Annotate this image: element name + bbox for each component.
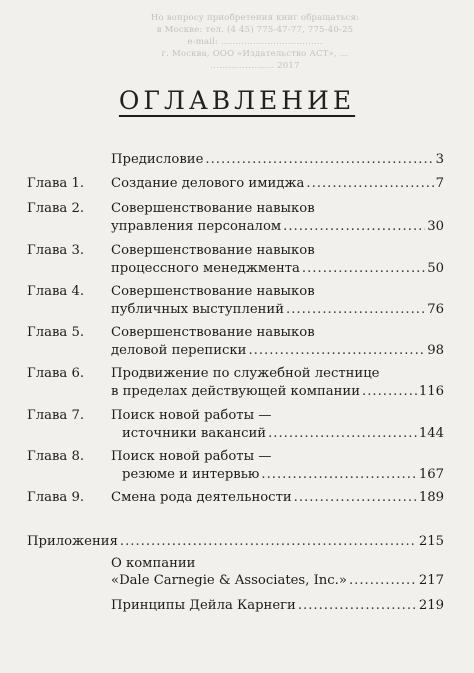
- toc-entry-title: Смена рода деятельности: [111, 490, 292, 505]
- toc-page-number: 7: [435, 176, 444, 191]
- dot-leader: [302, 261, 425, 276]
- toc-line: [111, 598, 444, 613]
- chapter-number: Глава 1.: [27, 176, 85, 191]
- toc-line: [122, 426, 444, 441]
- dot-leader: [261, 467, 416, 482]
- chapter-number: Глава 7.: [27, 408, 85, 423]
- toc-entry-title: Поиск новой работы —: [111, 449, 272, 464]
- chapter-number: Глава 4.: [27, 284, 85, 299]
- toc-entry-title-cont: процессного менеджмента: [111, 261, 300, 276]
- bleed-line: Но вопросу приобретения книг обращаться:: [150, 13, 360, 23]
- toc-line: [111, 152, 444, 167]
- toc-page-number: 167: [418, 467, 444, 482]
- dot-leader: [268, 426, 417, 441]
- toc-line: [111, 176, 444, 191]
- toc-page-number: 76: [427, 302, 444, 317]
- toc-line: [111, 490, 444, 505]
- dot-leader: [362, 384, 417, 399]
- toc-line: [111, 261, 444, 276]
- toc-entry-title: Поиск новой работы —: [111, 408, 272, 423]
- toc-line: [27, 534, 444, 549]
- dot-leader: [283, 219, 425, 234]
- bleed-line: в Москве: тел. (4 45) 775-47-77, 775-40-25: [156, 25, 354, 35]
- toc-line: [111, 343, 444, 358]
- toc-entry-title-cont: «Dale Carnegie & Associates, Inc.»: [111, 573, 347, 588]
- dot-leader: [294, 490, 417, 505]
- chapter-number: Глава 3.: [27, 243, 85, 258]
- dot-leader: [120, 534, 417, 549]
- toc-page-number: 217: [418, 573, 444, 588]
- toc-page-number: 98: [427, 343, 444, 358]
- bleed-line: ...................... 2017: [210, 61, 300, 71]
- toc-line: [111, 219, 444, 234]
- dot-leader: [306, 176, 433, 191]
- bleed-through-text: [90, 12, 420, 72]
- dot-leader: [286, 302, 425, 317]
- toc-line: [111, 384, 444, 399]
- dot-leader: [298, 598, 417, 613]
- toc-entry-title: Создание делового имиджа: [111, 176, 305, 191]
- toc-entry-title: Совершенствование навыков: [111, 243, 315, 258]
- bleed-line: e-mail: ...................................: [187, 37, 323, 47]
- toc-page-number: 116: [418, 384, 444, 399]
- toc-page-number: 215: [418, 534, 444, 549]
- toc-entry-title: Продвижение по служебной лестнице: [111, 366, 380, 381]
- page-title: ОГЛАВЛЕНИЕ: [118, 86, 356, 115]
- chapter-number: Глава 2.: [27, 201, 85, 216]
- toc-entry-title: О компании: [111, 556, 196, 571]
- toc-entry-title-cont: деловой переписки: [111, 343, 247, 358]
- toc-entry-title-cont: в пределах действующей компании: [111, 384, 361, 399]
- toc-page-number: 3: [435, 152, 444, 167]
- toc-page-number: 30: [427, 219, 444, 234]
- toc-entry-title: Совершенствование навыков: [111, 201, 315, 216]
- toc-line: [111, 573, 444, 588]
- toc-entry-title-cont: источники вакансий: [122, 426, 267, 441]
- chapter-number: Глава 6.: [27, 366, 85, 381]
- toc-page-number: 219: [418, 598, 444, 613]
- toc-entry-title-cont: резюме и интервью: [122, 467, 260, 482]
- chapter-number: Глава 9.: [27, 490, 85, 505]
- toc-page-number: 144: [418, 426, 444, 441]
- dot-leader: [205, 152, 433, 167]
- toc-entry-title: Предисловие: [111, 152, 204, 167]
- toc-page-number: 189: [418, 490, 444, 505]
- toc-entry-title: Принципы Дейла Карнеги: [111, 598, 296, 613]
- chapter-number: Глава 5.: [27, 325, 85, 340]
- toc-entry-title: Совершенствование навыков: [111, 325, 315, 340]
- toc-entry-title-cont: публичных выступлений: [111, 302, 284, 317]
- dot-leader: [349, 573, 417, 588]
- toc-entry-title: Совершенствование навыков: [111, 284, 315, 299]
- toc-line: [122, 467, 444, 482]
- toc-entry-title-cont: управления персоналом: [111, 219, 282, 234]
- bleed-line: г. Москва, ООО «Издательство АСТ», ...: [161, 49, 349, 59]
- toc-line: [111, 302, 444, 317]
- dot-leader: [248, 343, 425, 358]
- toc-page-number: 50: [427, 261, 444, 276]
- chapter-number: Глава 8.: [27, 449, 85, 464]
- toc-entry-title: Приложения: [27, 534, 118, 549]
